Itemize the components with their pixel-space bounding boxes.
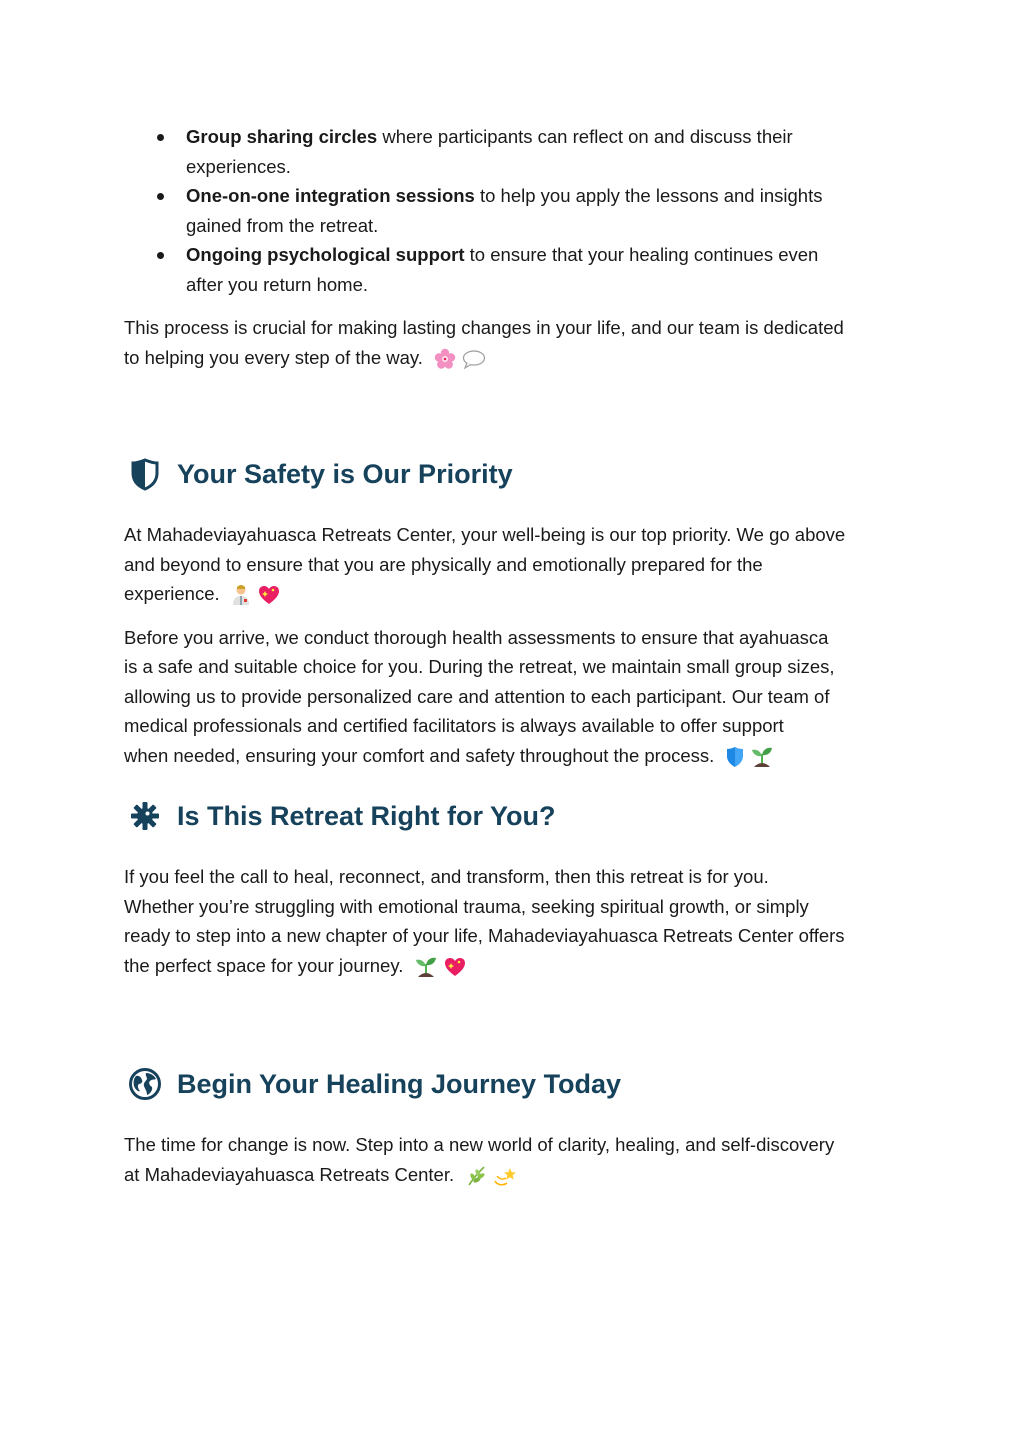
herb-icon xyxy=(465,1165,487,1187)
right-for-you-paragraph: If you feel the call to heal, reconnect, and transform, then this retreat is for you. Whether you’re struggling with emotional trauma, seeking spiritual growth, or simply ready to step into a new chapter of your life, Mahadeviayahuasca Retreats Center offers the perfect space for your journey. xyxy=(124,862,904,980)
health-worker-icon xyxy=(231,584,251,606)
gear-icon xyxy=(128,799,162,833)
list-item-text: after you return home. xyxy=(186,273,369,295)
process-paragraph: This process is crucial for making lasting changes in your life, and our team is dedicated to helping you every step of the way. xyxy=(124,313,904,372)
begin-paragraph: The time for change is now. Step into a new world of clarity, healing, and self-discovery at Mahadeviayahuasca Retreats Center. xyxy=(124,1130,904,1189)
list-item-text: to help you apply the lessons and insights xyxy=(474,185,823,206)
seedling-icon xyxy=(751,746,773,768)
shield-icon xyxy=(128,457,162,491)
list-item xyxy=(124,122,904,181)
document-content xyxy=(124,122,904,1189)
sparkling-heart-icon xyxy=(443,956,467,978)
cherry-blossom-icon xyxy=(434,348,456,370)
section-heading-right-for-you: Is This Retreat Right for You? xyxy=(124,798,904,834)
bullet-dot xyxy=(157,193,164,200)
sparkling-heart-icon xyxy=(257,584,281,606)
safety-paragraph-2: Before you arrive, we conduct thorough health assessments to ensure that ayahuasca is a safe and suitable choice for you. During the retreat, we maintain small group sizes, allowing us to provide personalized care and attention to each participant. Our team of medical professionals and certified facilitators is always available to offer support when needed, ensuring your comfort and safety throughout the process. xyxy=(124,623,904,771)
section-heading-safety: Your Safety is Our Priority xyxy=(124,456,904,492)
seedling-icon xyxy=(415,956,437,978)
globe-icon xyxy=(128,1067,162,1101)
list-item-bold: One-on-one integration sessions xyxy=(186,185,475,206)
list-item-text: experiences. xyxy=(186,155,291,177)
list-item xyxy=(124,240,904,299)
bullet-dot xyxy=(157,252,164,259)
speech-balloon-icon xyxy=(462,348,486,370)
list-item-bold: Ongoing psychological support xyxy=(186,244,465,265)
list-item-text: to ensure that your healing continues even xyxy=(464,244,819,265)
list-item xyxy=(124,181,904,240)
list-item-bold: Group sharing circles xyxy=(186,126,378,147)
section-heading-begin: Begin Your Healing Journey Today xyxy=(124,1066,904,1102)
shield-icon xyxy=(725,746,745,768)
safety-paragraph-1: At Mahadeviayahuasca Retreats Center, your well-being is our top priority. We go above and beyond to ensure that you are physically and emotionally prepared for the experience. xyxy=(124,520,904,609)
bullet-dot xyxy=(157,134,164,141)
integration-list xyxy=(124,122,904,299)
list-item-text: gained from the retreat. xyxy=(186,214,379,236)
list-item-text: where participants can reflect on and discuss their xyxy=(377,126,793,147)
dizzy-star-icon xyxy=(493,1165,517,1187)
